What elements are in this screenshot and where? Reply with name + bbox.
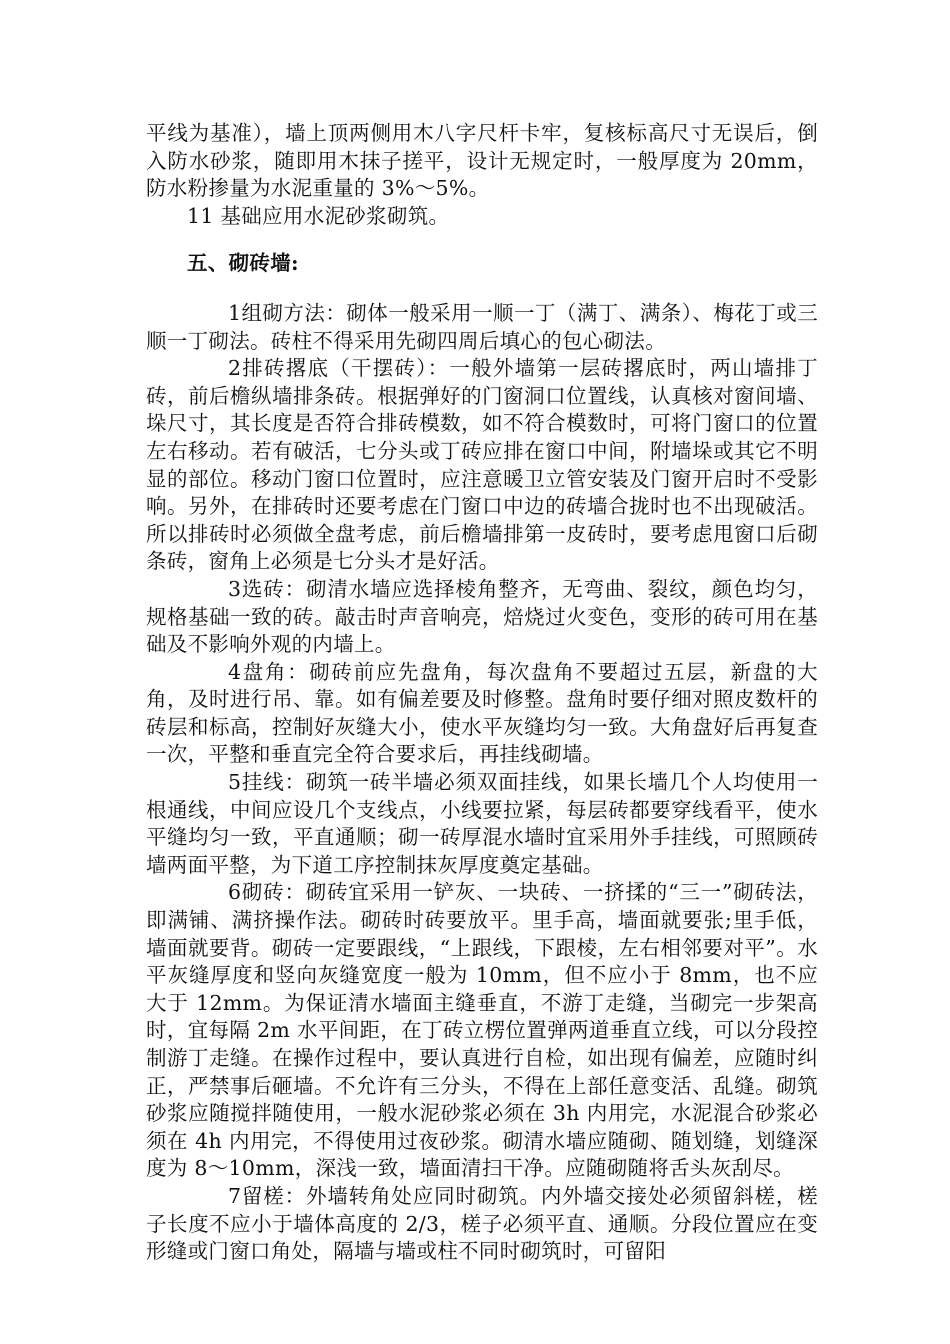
item-text: 排砖撂底（干摆砖）：一般外墙第一层砖撂底时，两山墙排丁砖，前后檐纵墙排条砖。根据弹好的门窗洞口位置线，认真核对窗间墙、垛尺寸，其长度是否符合排砖模数，如不符合模数时，可将门窗口的位置左右移动。若有破活，七分头或丁砖应排在窗口中间，附墙垛或其它不明显的部位。移动门窗口位置时，应注意暖卫立管安装及门窗开启时不受影响。另外，在排砖时还要考虑在门窗口中边的砖墙合拢时也不出现破活。所以排砖时必须做全盘考虑，前后檐墙排第一皮砖时，要考虑甩窗口后砌条砖，窗角上必须是七分头才是好活。 bbox=[146, 356, 818, 574]
item-text: 砌砖：砌砖宜采用一铲灰、一块砖、一挤揉的“三一”砌砖法，即满铺、满挤操作法。砌砖时砖要放平。里手高，墙面就要张;里手低，墙面就要背。砌砖一定要跟线，“上跟线，下跟棱，左右相邻要对平”。水平灰缝厚度和竖向灰缝宽度一般为 10mm，但不应小于 8mm，也不应大于 12mm。为保证清水墙面主缝垂直，不游丁走缝，当砌完一步架高时，宜每隔 2m 水平间距，在丁砖立楞位置弹两道垂直立线，可以分段控制游丁走缝。在操作过程中，要认真进行自检，如出现有偏差，应随时纠正，严禁事后砸墙。不允许有三分头，不得在上部任意变活、乱缝。砌筑砂浆应随搅拌随使用，一般水泥砂浆必须在 3h 内用完，水泥混合砂浆必须在 4h 内用完，不得使用过夜砂浆。砌清水墙应随砌、随划缝，划缝深度为 8～10mm，深浅一致，墙面清扫干净。应随砌随将舌头灰刮尽。 bbox=[146, 880, 818, 1181]
item-number: 2 bbox=[228, 356, 242, 381]
item-11-paragraph: 11 基础应用水泥砂浆砌筑。 bbox=[187, 203, 450, 228]
list-item bbox=[146, 769, 818, 879]
item-number: 6 bbox=[228, 880, 242, 905]
item-text: 组砌方法：砌体一般采用一顺一丁（满丁、满条）、梅花丁或三顺一丁砌法。砖柱不得采用先砌四周后填心的包心砌法。 bbox=[146, 300, 818, 353]
item-text: 挂线：砌筑一砖半墙必须双面挂线，如果长墙几个人均使用一根通线，中间应设几个支线点，小线要拉紧，每层砖都要穿线看平，使水平缝均匀一致，平直通顺；砌一砖厚混水墙时宜采用外手挂线，可照顾砖墙两面平整，为下道工序控制抹灰厚度奠定基础。 bbox=[146, 770, 818, 877]
item-number: 1 bbox=[228, 300, 242, 325]
item-number: 7 bbox=[228, 1183, 242, 1208]
list-item bbox=[146, 355, 818, 576]
list-item bbox=[146, 576, 818, 659]
item-number: 5 bbox=[228, 770, 242, 795]
document-page bbox=[146, 120, 818, 1266]
item-number: 3 bbox=[228, 576, 242, 601]
item-text: 选砖：砌清水墙应选择棱角整齐，无弯曲、裂纹，颜色均匀，规格基础一致的砖。敲击时声音响亮，焙烧过火变色，变形的砖可用在基础及不影响外观的内墙上。 bbox=[146, 576, 818, 657]
list-item bbox=[146, 659, 818, 769]
list-item bbox=[146, 300, 818, 355]
item-text: 留槎：外墙转角处应同时砌筑。内外墙交接处必须留斜槎，槎子长度不应小于墙体高度的 2/3，槎子必须平直、通顺。分段位置应在变形缝或门窗口角处，隔墙与墙或柱不同时砌筑时，可留阳 bbox=[146, 1183, 818, 1264]
section-heading: 五、砌砖墙: bbox=[187, 251, 299, 276]
list-item bbox=[146, 879, 818, 1183]
item-number: 4 bbox=[228, 659, 242, 684]
item-text: 盘角：砌砖前应先盘角，每次盘角不要超过五层，新盘的大角，及时进行吊、靠。如有偏差要及时修整。盘角时要仔细对照皮数杆的砖层和标高，控制好灰缝大小，使水平灰缝均匀一致。大角盘好后再复查一次，平整和垂直完全符合要求后，再挂线砌墙。 bbox=[146, 659, 818, 767]
list-item bbox=[146, 1183, 818, 1266]
intro-paragraph: 平线为基准），墙上顶两侧用木八字尺杆卡牢，复核标高尺寸无误后，倒入防水砂浆，随即用木抹子搓平，设计无规定时，一般厚度为 20mm，防水粉掺量为水泥重量的 3%～5%。 bbox=[146, 121, 818, 201]
